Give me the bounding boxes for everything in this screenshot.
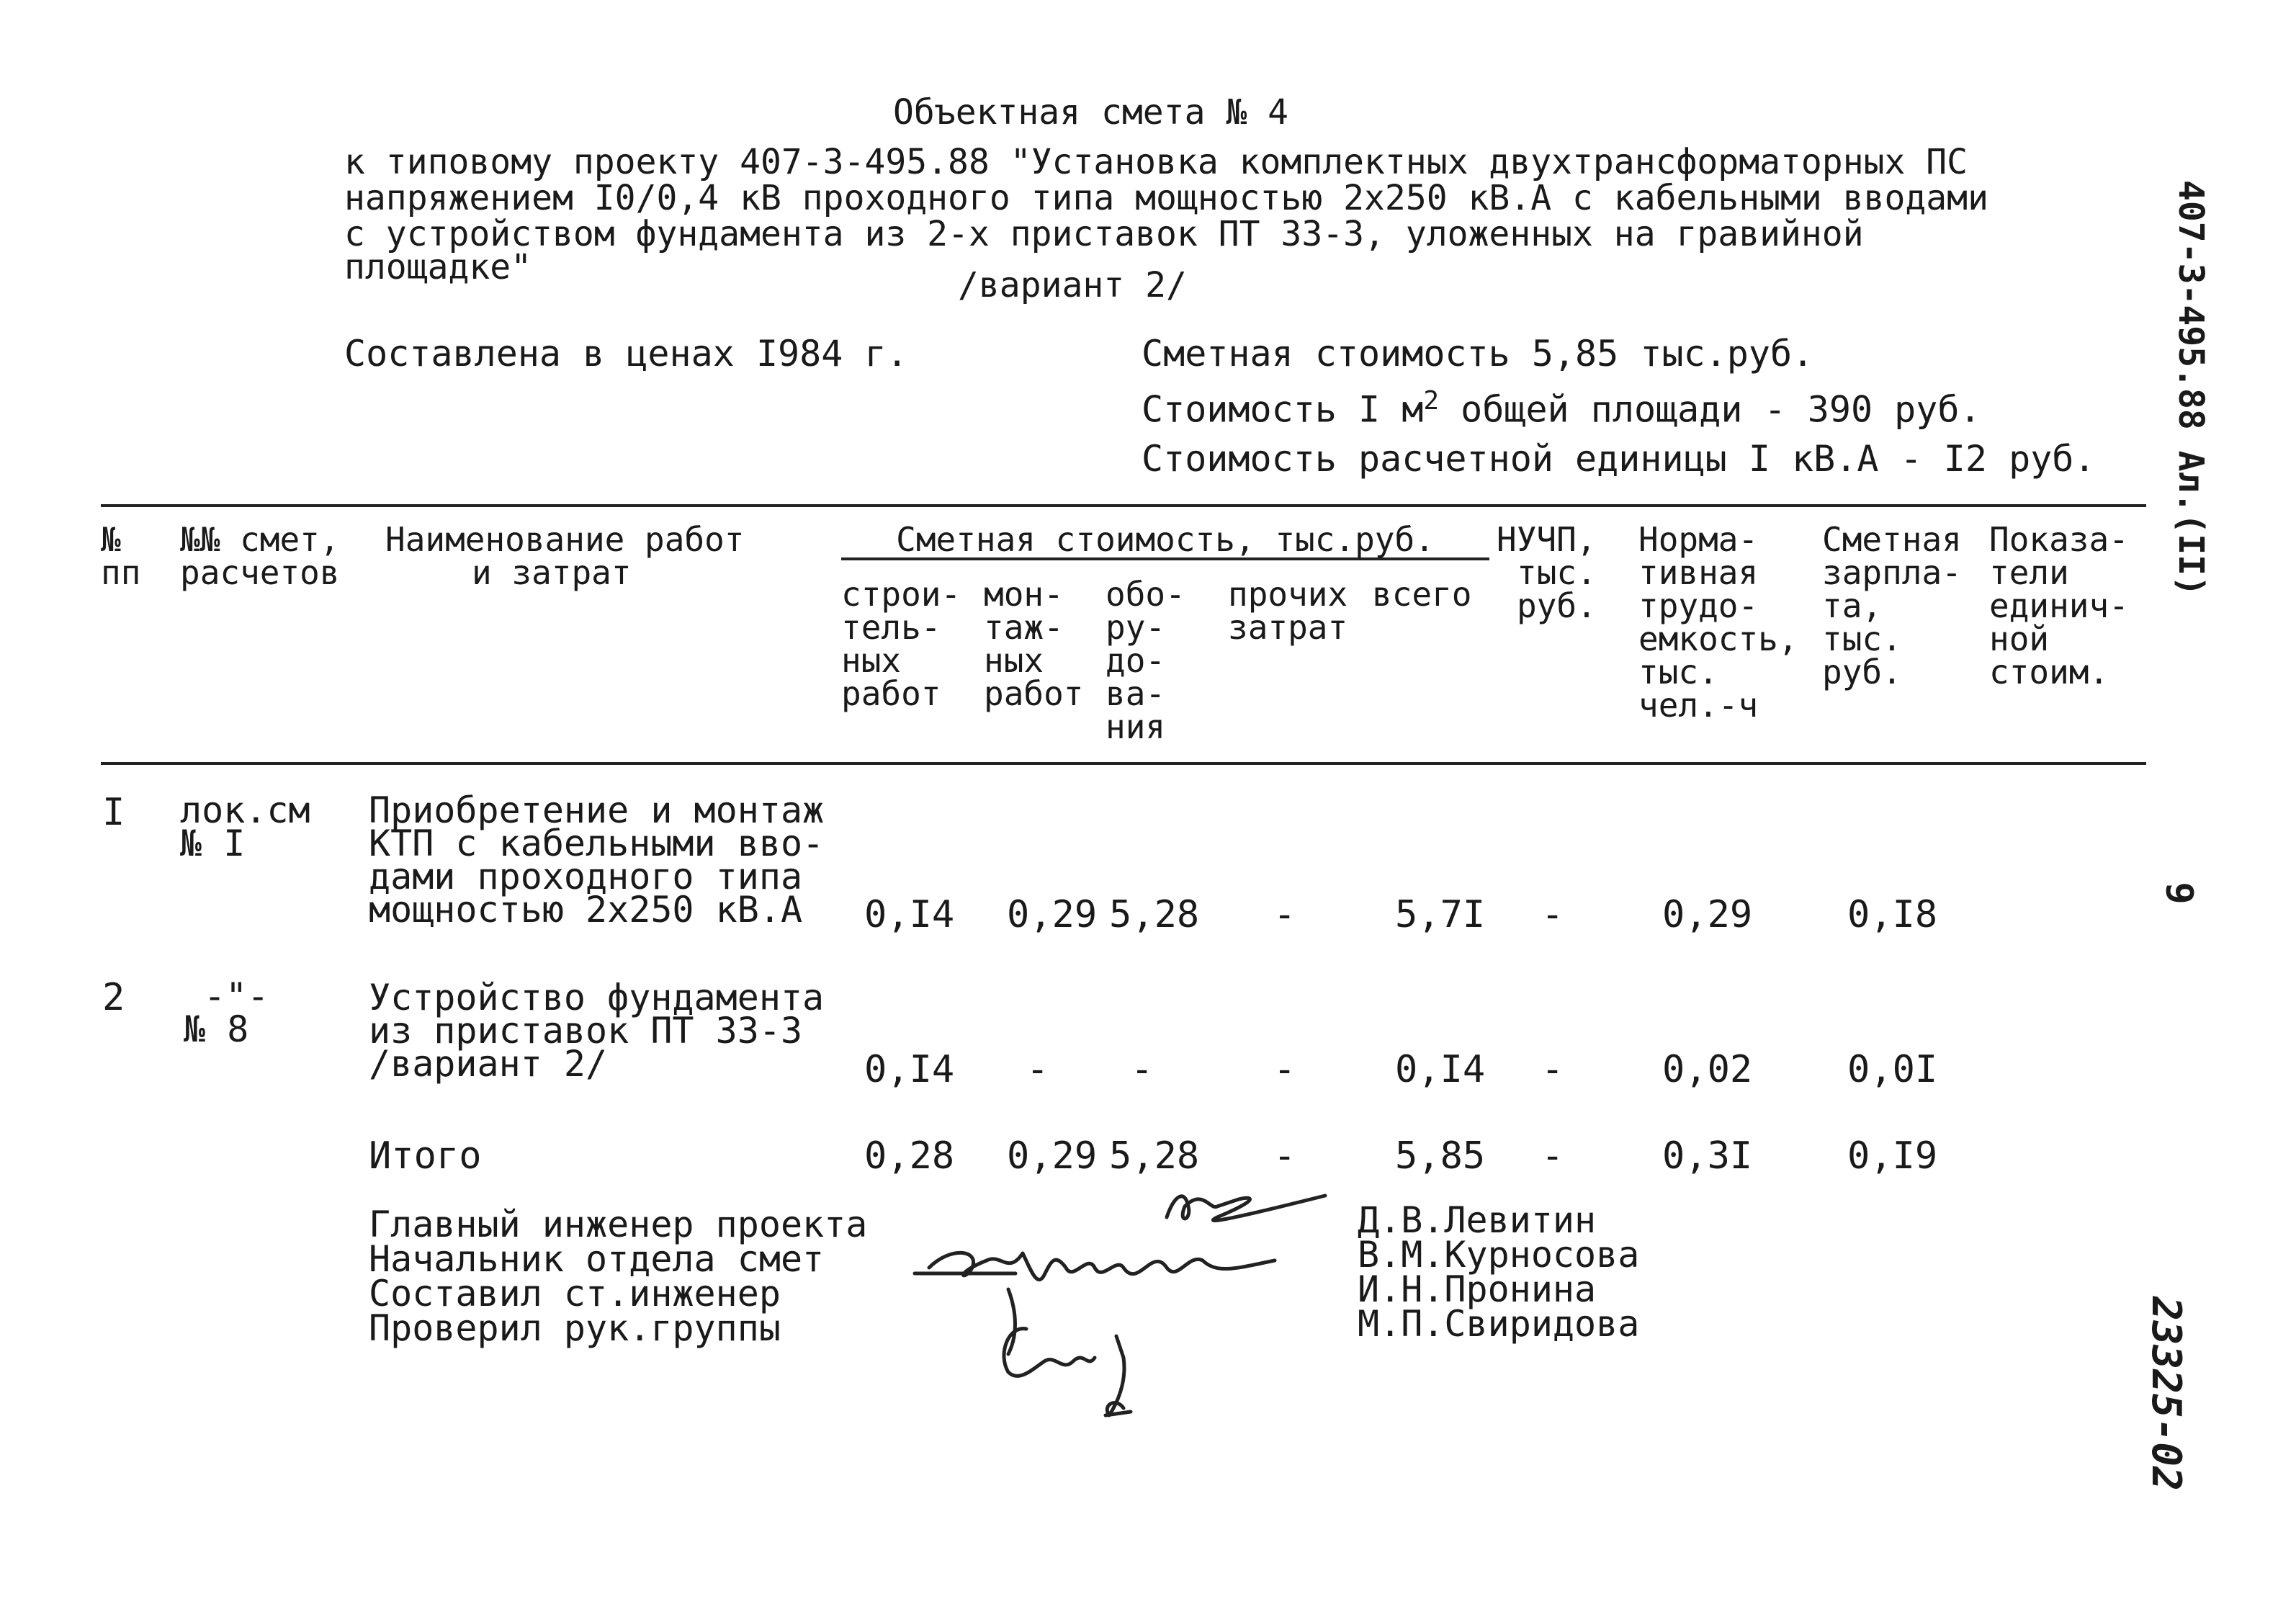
handwritten-signatures-icon (900, 1167, 1368, 1455)
header-indicators-line: Показа- (1989, 520, 2129, 559)
row2-calc-line: -"- (204, 975, 269, 1017)
header-installation (984, 575, 1084, 713)
header-salary-line: руб. (1822, 653, 1902, 691)
header-total-line: всего (1372, 575, 1472, 614)
row1-num: I (102, 791, 125, 834)
header-num-line: пп (101, 553, 141, 592)
cost-per-m2 (1142, 386, 1981, 431)
variant-label: /вариант 2/ (958, 265, 1187, 305)
row1-calc-line: № I (180, 823, 246, 864)
total-equipment: 5,28 (1109, 1134, 1200, 1178)
estimated-cost: Сметная стоимость 5,85 тыс.руб. (1142, 333, 1814, 375)
signature-name: И.Н.Пронина (1358, 1268, 1597, 1310)
header-labor-line: тивная (1638, 553, 1759, 592)
header-construction-line: работ (841, 674, 941, 713)
signature-pronina-icon (1004, 1329, 1095, 1376)
row1-equipment: 5,28 (1109, 893, 1200, 936)
row1-labor: 0,29 (1662, 893, 1753, 936)
header-indicators-line: стоим. (1989, 653, 2109, 691)
total-label: Итого (369, 1134, 482, 1178)
header-name (385, 520, 745, 592)
total-installation: 0,29 (1007, 1134, 1098, 1178)
header-installation-line: мон- (984, 575, 1064, 614)
header-labor (1638, 520, 1798, 725)
row2-calc (184, 975, 269, 1050)
header-labor-line: Норма- (1638, 520, 1759, 559)
header-name-line: и затрат (472, 553, 632, 592)
signature-role: Проверил рук.группы (369, 1307, 781, 1349)
project-line-4: площадке" (344, 247, 532, 287)
signature-kurnosova-icon (915, 1253, 1275, 1354)
row2-nuchp: - (1541, 1048, 1564, 1091)
header-equipment-line: ния (1106, 707, 1166, 746)
header-calc (180, 520, 340, 592)
row2-salary: 0,0I (1847, 1048, 1938, 1091)
header-salary-line: тыс. (1822, 619, 1902, 658)
header-indicators-line: тели (1989, 553, 2069, 592)
row1-nuchp: - (1541, 893, 1564, 936)
header-indicators-line: ной (1989, 619, 2050, 658)
total-nuchp: - (1541, 1134, 1564, 1178)
total-labor: 0,3I (1662, 1134, 1753, 1178)
signature-name: В.М.Курносова (1358, 1234, 1640, 1276)
header-equipment-line: обо- (1106, 575, 1185, 614)
signature-name: М.П.Свиридова (1358, 1303, 1640, 1345)
row1-name-line: КТП с кабельными вво- (369, 823, 825, 864)
total-construction: 0,28 (864, 1134, 955, 1178)
registration-number: 23325-02 (2143, 1296, 2189, 1491)
header-other (1228, 575, 1348, 647)
row2-equipment: - (1131, 1048, 1154, 1091)
header-labor-line: трудо- (1638, 586, 1759, 625)
project-line-1: к типовому проекту 407-3-495.88 "Установка комплектных двухтрансформаторных ПС (344, 142, 1968, 182)
total-salary: 0,I9 (1847, 1134, 1938, 1178)
header-other-line: прочих (1228, 575, 1348, 614)
header-num-line: № (101, 520, 121, 559)
row2-name-line: /вариант 2/ (369, 1043, 608, 1085)
prices-year: Составлена в ценах I984 г. (344, 333, 908, 375)
signature-sviridova-icon (1106, 1336, 1131, 1415)
header-total (1372, 575, 1472, 614)
row2-name (369, 977, 825, 1085)
header-equipment-line: до- (1106, 641, 1166, 680)
row1-name-line: дами проходного типа (369, 856, 803, 897)
header-installation-line: ных (984, 641, 1044, 680)
signature-role: Начальник отдела смет (369, 1238, 825, 1280)
row1-salary: 0,I8 (1847, 893, 1938, 936)
header-salary (1822, 520, 1962, 691)
header-labor-line: тыс. (1638, 653, 1718, 691)
row1-name-line: мощностью 2х250 кВ.А (369, 889, 803, 931)
header-num (101, 520, 141, 592)
header-equipment (1106, 575, 1185, 746)
page-number: 9 (2157, 882, 2201, 905)
header-nuchp-line: руб. (1517, 586, 1597, 625)
total-total: 5,85 (1395, 1134, 1486, 1178)
signature-levitin-icon (1167, 1196, 1325, 1221)
table-header-rule (101, 762, 2146, 765)
header-indicators-line: единич- (1989, 586, 2129, 625)
row2-name-line: Устройство фундамента (369, 977, 825, 1018)
document-title: Объектная смета № 4 (893, 92, 1289, 133)
header-indicators (1989, 520, 2129, 691)
row1-calc (180, 789, 310, 864)
header-salary-line: Сметная (1822, 520, 1962, 559)
row1-construction: 0,I4 (864, 893, 955, 936)
row2-construction: 0,I4 (864, 1048, 955, 1091)
row2-other: - (1273, 1048, 1296, 1091)
row2-num: 2 (102, 976, 125, 1019)
row2-labor: 0,02 (1662, 1048, 1753, 1091)
project-line-2: напряжением I0/0,4 кВ проходного типа мощностью 2х250 кВ.А с кабельными вводами (344, 178, 1988, 218)
side-project-code: 407-3-495.88 Ал.(II) (2171, 180, 2211, 596)
row1-installation: 0,29 (1007, 893, 1098, 936)
row1-name (369, 789, 825, 931)
header-group-cost: Сметная стоимость, тыс.руб. (841, 523, 1489, 560)
header-nuchp-line: тыс. (1517, 553, 1597, 592)
header-salary-line: та, (1822, 586, 1883, 625)
header-installation-line: таж- (984, 608, 1064, 647)
project-line-3: с устройством фундамента из 2-х приставок ПТ 33-3, уложенных на гравийной (344, 214, 1864, 254)
header-equipment-line: ва- (1106, 674, 1166, 713)
table-top-rule (101, 504, 2146, 507)
signature-role: Составил ст.инженер (369, 1273, 781, 1314)
cost-per-m2-suffix: общей площади - 390 руб. (1439, 388, 1981, 431)
row2-total: 0,I4 (1395, 1048, 1486, 1091)
header-equipment-line: ру- (1106, 608, 1166, 647)
row2-installation: - (1026, 1048, 1049, 1091)
signature-names (1358, 1199, 1640, 1345)
header-salary-line: зарпла- (1822, 553, 1962, 592)
row1-name-line: Приобретение и монтаж (369, 789, 825, 831)
header-other-line: затрат (1228, 608, 1348, 647)
header-nuchp (1497, 520, 1597, 625)
header-installation-line: работ (984, 674, 1084, 713)
row1-total: 5,7I (1395, 893, 1486, 936)
signature-role: Главный инженер проекта (369, 1204, 868, 1245)
header-labor-line: чел.-ч (1638, 686, 1759, 725)
cost-per-unit: Стоимость расчетной единицы I кВ.А - I2 руб. (1142, 438, 2096, 480)
header-construction-line: тель- (841, 608, 941, 647)
header-labor-line: емкость, (1638, 619, 1798, 658)
signature-name: Д.В.Левитин (1358, 1199, 1597, 1241)
header-construction (841, 575, 961, 713)
header-name-line: Наименование работ (385, 520, 745, 559)
header-construction-line: ных (841, 641, 902, 680)
total-other: - (1273, 1134, 1296, 1178)
row2-calc-line: № 8 (184, 1008, 249, 1050)
cost-per-m2-prefix: Стоимость I м (1142, 388, 1424, 431)
header-construction-line: строи- (841, 575, 961, 614)
cost-per-m2-sup: 2 (1423, 386, 1440, 416)
row1-other: - (1273, 893, 1296, 936)
header-calc-line: расчетов (180, 553, 340, 592)
row2-name-line: из приставок ПТ 33-3 (369, 1010, 803, 1052)
header-calc-line: №№ смет, (180, 520, 340, 559)
header-nuchp-line: НУЧП, (1497, 520, 1597, 559)
row1-calc-line: лок.см (180, 789, 310, 831)
signature-roles (369, 1204, 868, 1349)
